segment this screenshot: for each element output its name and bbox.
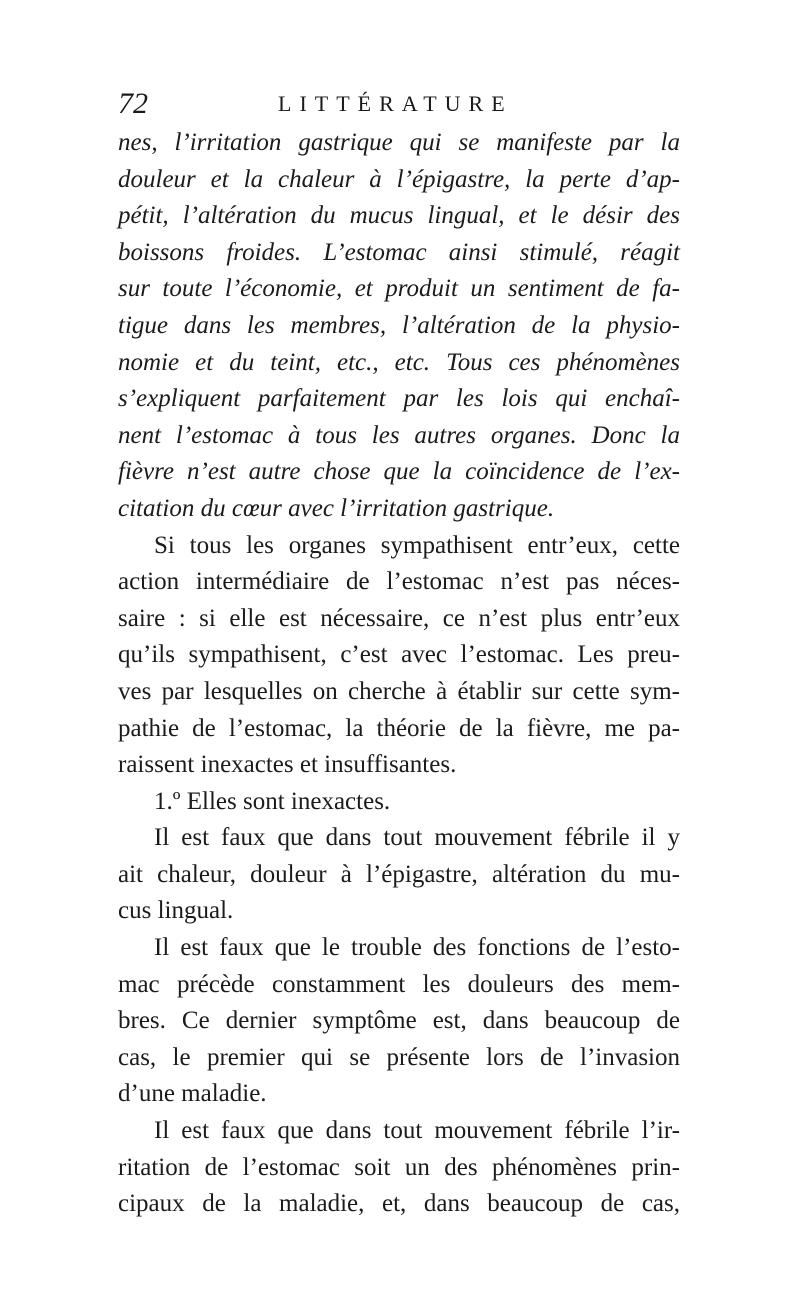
text-line: saire : si elle est nécessaire, ce n’est plus entr’eux — [118, 604, 680, 632]
text-line: cus lingual. — [118, 897, 234, 925]
text-line: 1.º Elles sont inexactes. — [154, 787, 391, 815]
text-line: qu’ils sympathisent, c’est avec l’estomac. Les preu- — [118, 641, 680, 669]
body-text — [118, 125, 680, 1223]
text-line: action intermédiaire de l’estomac n’est pas néces- — [118, 568, 680, 596]
text-line: Il est faux que le trouble des fonctions de l’esto- — [154, 934, 680, 962]
text-line: bres. Ce dernier symptôme est, dans beaucoup de — [118, 1007, 680, 1035]
text-line: pétit, l’altération du mucus lingual, et le désir des — [118, 202, 680, 230]
text-line: nes, l’irritation gastrique qui se manifeste par la — [118, 129, 680, 156]
text-line: s’expliquent parfaitement par les lois qui enchaî- — [118, 385, 680, 413]
text-line: ves par lesquelles on cherche à établir sur cette sym- — [118, 677, 680, 705]
text-line: nomie et du teint, etc., etc. Tous ces phénomènes — [118, 348, 680, 376]
text-line: boissons froides. L’estomac ainsi stimulé, réagit — [118, 238, 680, 266]
text-line: sur toute l’économie, et produit un sentiment de fa- — [118, 275, 680, 303]
text-line: Il est faux que dans tout mouvement fébrile l’ir- — [154, 1117, 680, 1145]
text-line: cas, le premier qui se présente lors de l’invasion — [118, 1043, 680, 1071]
text-line: cipaux de la maladie, et, dans beaucoup de cas, — [118, 1190, 680, 1218]
text-line: pathie de l’estomac, la théorie de la fièvre, me pa- — [118, 714, 680, 742]
text-line: d’une maladie. — [118, 1080, 267, 1108]
running-head — [118, 86, 678, 122]
text-line: fièvre n’est autre chose que la coïncidence de l’ex- — [118, 458, 680, 486]
page-number: 72 — [118, 87, 148, 120]
text-line: douleur et la chaleur à l’épigastre, la perte d’ap- — [118, 165, 680, 193]
text-line: Il est faux que dans tout mouvement fébrile il y — [154, 824, 680, 852]
text-line: ait chaleur, douleur à l’épigastre, altération du mu- — [118, 860, 680, 888]
running-title: LITTÉRATURE — [278, 91, 513, 116]
text-line: Si tous les organes sympathisent entr’eux, cette — [154, 531, 680, 559]
text-line: raissent inexactes et insuffisantes. — [118, 751, 457, 779]
text-line: ritation de l’estomac soit un des phénomènes prin- — [118, 1153, 680, 1181]
text-line: nent l’estomac à tous les autres organes. Donc la — [118, 421, 680, 449]
text-line: mac précède constamment les douleurs des mem- — [118, 970, 680, 998]
text-line: tigue dans les membres, l’altération de la physio- — [118, 311, 680, 339]
text-line: citation du cœur avec l’irritation gastrique. — [118, 494, 555, 522]
